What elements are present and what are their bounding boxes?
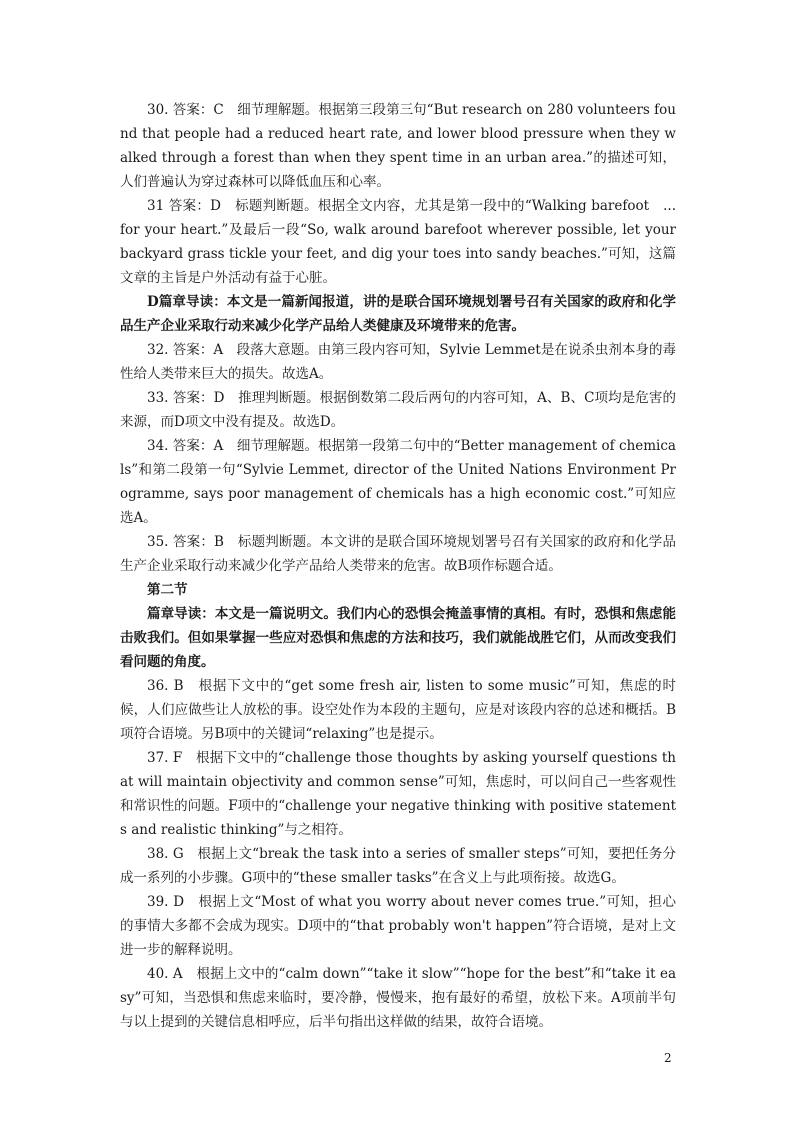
answer-31: 31 答案：D 标题判断题。根据全文内容，尤其是第一段中的“Walking barefoot ... for your heart.”及最后一段“So, walk around barefoot wherever possible, let your backyard grass tickle your feet, and dig your toes into sandy beaches.”可知，这篇文章的主旨是户外活动有益于心脏。 xyxy=(120,198,676,286)
section-heading: 第二节 xyxy=(147,582,188,598)
answer-36: 36. B 根据下文中的“get some fresh air, listen to some music”可知，焦虑的时候，人们应做些让人放松的事。设空处作为本段的主题句，应是对该段内容的总述和概括。B项符合语境。另B项中的关键词“relaxing”也是提示。 xyxy=(120,678,676,742)
section-two-guide: 篇章导读：本文是一篇说明文。我们内心的恐惧会掩盖事情的真相。有时，恐惧和焦虑能击败我们。但如果掌握一些应对恐惧和焦虑的方法和技巧，我们就能战胜它们，从而改变我们看问题的角度。 xyxy=(120,606,676,670)
answer-34: 34. 答案：A 细节理解题。根据第一段第二句中的“Better management of chemicals”和第二段第一句“Sylvie Lemmet, director of the United Nations Environment Programme, says poor management of chemicals has a high economic cost.”可知应选A。 xyxy=(120,438,676,526)
answer-38: 38. G 根据上文“break the task into a series of smaller steps”可知，要把任务分成一系列的小步骤。G项中的“these smaller tasks”在含义上与此项衔接。故选G。 xyxy=(120,846,676,886)
passage-d-guide: D篇章导读：本文是一篇新闻报道，讲的是联合国环境规划署号召有关国家的政府和化学品生产企业采取行动来减少化学产品给人类健康及环境带来的危害。 xyxy=(120,294,676,334)
answer-40: 40. A 根据上文中的“calm down”“take it slow”“hope for the best”和“take it easy”可知，当恐惧和焦虑来临时，要冷静，慢慢来，抱有最好的希望，放松下来。A项前半句与以上提到的关键信息相呼应，后半句指出这样做的结果，故符合语境。 xyxy=(120,966,676,1030)
page-number: 2 xyxy=(664,1051,672,1065)
answer-30: 30. 答案：C 细节理解题。根据第三段第三句“But research on 280 volunteers found that people had a reduced heart rate, and lower blood pressure when they walked through a forest than when they spent time in an urban area.”的描述可知，人们普遍认为穿过森林可以降低血压和心率。 xyxy=(120,102,676,190)
answer-39: 39. D 根据上文“Most of what you worry about never comes true.”可知，担心的事情大多都不会成为现实。D项中的“that probably won't happen”符合语境，是对上文进一步的解释说明。 xyxy=(120,894,676,958)
answer-33: 33. 答案：D 推理判断题。根据倒数第二段后两句的内容可知，A、B、C项均是危害的来源，而D项文中没有提及。故选D。 xyxy=(120,390,676,430)
answer-37: 37. F 根据下文中的“challenge those thoughts by asking yourself questions that will maintain objectivity and common sense”可知，焦虑时，可以问自己一些客观性和常识性的问题。F项中的“challenge your negative thinking with positive statements and realistic thinking”与之相符。 xyxy=(120,750,676,838)
answer-32: 32. 答案：A 段落大意题。由第三段内容可知，Sylvie Lemmet是在说杀虫剂本身的毒性给人类带来巨大的损失。故选A。 xyxy=(120,342,676,382)
page-content xyxy=(120,98,676,1034)
answer-35: 35. 答案：B 标题判断题。本文讲的是联合国环境规划署号召有关国家的政府和化学品生产企业采取行动来减少化学产品给人类带来的危害。故B项作标题合适。 xyxy=(120,534,676,574)
